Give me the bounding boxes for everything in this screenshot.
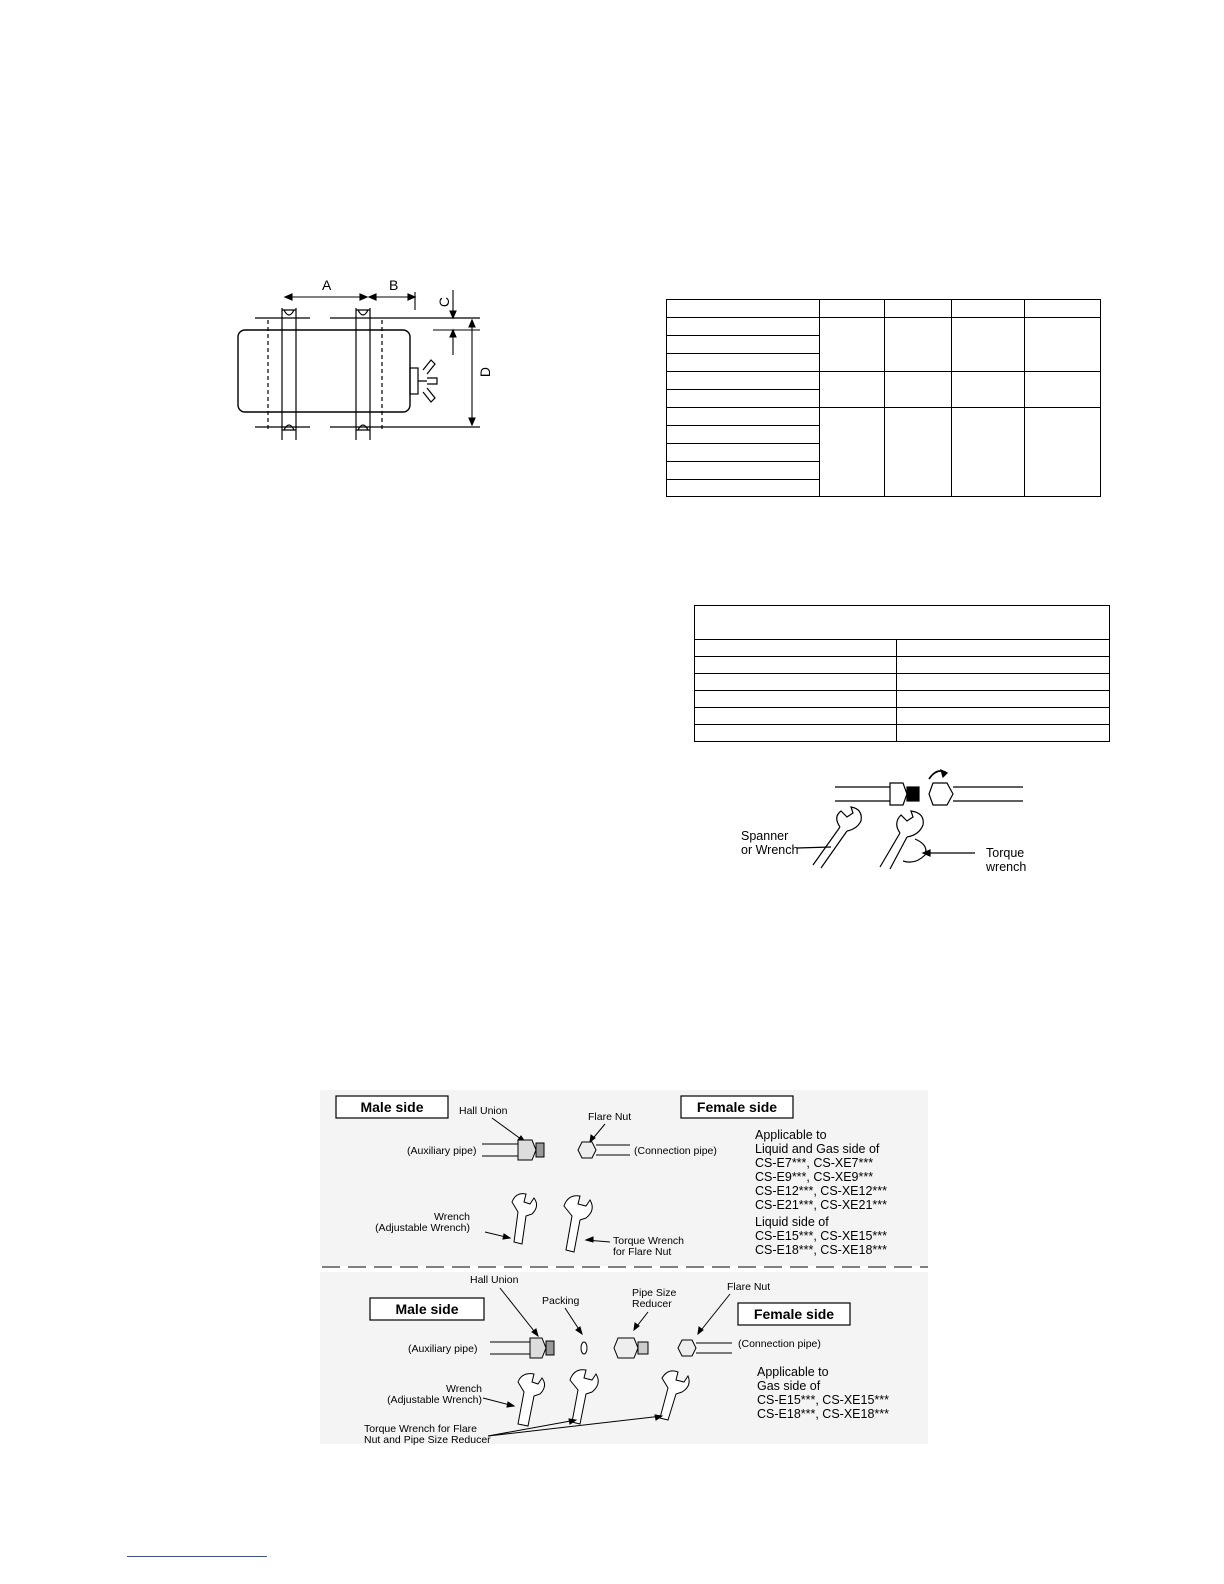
connection-pipe-label-bottom: (Connection pipe) xyxy=(738,1338,821,1350)
table-cell xyxy=(952,372,1025,408)
dimension-d xyxy=(469,320,475,425)
spanner-label-line2: or Wrench xyxy=(741,843,799,857)
applicable-line: CS-E12***, CS-XE12*** xyxy=(755,1184,888,1198)
packing-ring xyxy=(581,1342,587,1354)
table-cell xyxy=(667,462,820,480)
table-cell xyxy=(885,318,952,372)
table-cell xyxy=(952,300,1025,318)
auxiliary-pipe-label-top: (Auxiliary pipe) xyxy=(407,1145,477,1157)
applicable-line: Liquid side of xyxy=(755,1215,829,1229)
table-cell xyxy=(667,426,820,444)
applicable-line: CS-E7***, CS-XE7*** xyxy=(755,1156,874,1170)
table-cell xyxy=(667,444,820,462)
female-side-label-top: Female side xyxy=(696,1099,778,1115)
connection-pipe-label-top: (Connection pipe) xyxy=(634,1145,717,1157)
table-cell xyxy=(667,480,820,497)
torque-wrench-label-top-2: for Flare Nut xyxy=(613,1246,672,1258)
torque-wrench-label-bottom-2: Nut and Pipe Size Reducer xyxy=(364,1434,491,1446)
wrench-label-bottom-1: Wrench xyxy=(446,1383,482,1395)
dimension-b xyxy=(369,292,415,310)
table-cell xyxy=(695,657,897,674)
auxiliary-pipe-label-bottom: (Auxiliary pipe) xyxy=(408,1343,478,1355)
applicable-line: Gas side of xyxy=(757,1379,821,1393)
applicable-line: Applicable to xyxy=(757,1365,829,1379)
applicable-line: CS-E9***, CS-XE9*** xyxy=(755,1170,874,1184)
wrench-label-top-2: (Adjustable Wrench) xyxy=(375,1222,470,1234)
table-cell xyxy=(695,725,897,742)
table-cell xyxy=(896,640,1110,657)
dimension-c-label: C xyxy=(436,296,452,308)
applicable-models-top xyxy=(755,1128,887,1257)
applicable-line: Liquid and Gas side of xyxy=(755,1142,880,1156)
torque-wrench-label-bottom-1: Torque Wrench for Flare xyxy=(364,1423,478,1435)
flare-nut-label-top: Flare Nut xyxy=(588,1111,632,1123)
table-cell xyxy=(695,640,897,657)
female-side-label-bottom: Female side xyxy=(753,1306,835,1322)
torque-table xyxy=(694,605,1110,742)
table-cell xyxy=(819,408,885,497)
wrench-label-bottom-2: (Adjustable Wrench) xyxy=(387,1394,482,1406)
packing-label-bottom: Packing xyxy=(542,1295,580,1307)
hall-union-bottom xyxy=(530,1338,546,1358)
table-cell xyxy=(896,725,1110,742)
table-cell xyxy=(819,318,885,372)
table-cell xyxy=(695,691,897,708)
applicable-line: CS-E18***, CS-XE18*** xyxy=(755,1243,888,1257)
table-cell xyxy=(896,708,1110,725)
flare-nut xyxy=(929,783,953,805)
reducer-label-bottom-2: Reducer xyxy=(632,1298,672,1310)
applicable-line: CS-E21***, CS-XE21*** xyxy=(755,1198,888,1212)
table-cell xyxy=(896,674,1110,691)
table-cell xyxy=(667,336,820,354)
flare-nut-top xyxy=(578,1142,596,1158)
table-cell xyxy=(1024,318,1100,372)
wrench-label-top-1: Wrench xyxy=(434,1211,470,1223)
table-cell xyxy=(667,408,820,426)
table-cell xyxy=(1024,372,1100,408)
mounting-dimension-diagram xyxy=(235,270,505,450)
applicable-line: Applicable to xyxy=(755,1128,827,1142)
mounting-feet xyxy=(255,308,480,440)
unit-body xyxy=(238,330,410,412)
hall-union-top xyxy=(518,1140,536,1160)
table-cell xyxy=(667,372,820,390)
applicable-line: CS-E18***, CS-XE18*** xyxy=(757,1407,890,1421)
table-cell xyxy=(819,300,885,318)
table-cell xyxy=(885,408,952,497)
table-cell xyxy=(885,300,952,318)
table-cell xyxy=(896,691,1110,708)
torque-label-line1: Torque xyxy=(986,846,1025,860)
male-side-label-bottom: Male side xyxy=(395,1301,459,1317)
dimension-a xyxy=(285,294,367,300)
reducer-label-bottom-1: Pipe Size xyxy=(632,1287,677,1299)
table-cell xyxy=(695,708,897,725)
male-side-label-top: Male side xyxy=(360,1099,424,1115)
torque-label-line2: wrench xyxy=(986,860,1027,874)
hall-union-label-bottom: Hall Union xyxy=(470,1274,519,1286)
union-fitting xyxy=(890,783,907,805)
table-cell xyxy=(819,372,885,408)
spanner-label-line1: Spanner xyxy=(741,829,789,843)
table-cell xyxy=(1024,408,1100,497)
dimension-a-label: A xyxy=(322,277,332,293)
table-cell xyxy=(695,674,897,691)
union-connection-diagram xyxy=(320,1090,930,1446)
torque-wrench-icon xyxy=(880,811,926,869)
torque-wrench-label-top-1: Torque Wrench xyxy=(613,1235,685,1247)
applicable-line: CS-E15***, CS-XE15*** xyxy=(757,1393,890,1407)
applicable-line: CS-E15***, CS-XE15*** xyxy=(755,1229,888,1243)
dimension-table xyxy=(666,299,1101,497)
table-cell xyxy=(896,657,1110,674)
table-cell xyxy=(1024,300,1100,318)
table-cell xyxy=(667,390,820,408)
service-valve xyxy=(410,360,437,402)
flare-nut-label-bottom: Flare Nut xyxy=(727,1281,771,1293)
hall-union-label-top: Hall Union xyxy=(459,1105,508,1117)
table-cell xyxy=(667,300,820,318)
pipe-size-reducer xyxy=(614,1338,638,1358)
dimension-b-label: B xyxy=(389,277,399,293)
table-cell xyxy=(952,408,1025,497)
spanner-icon xyxy=(813,807,861,868)
table-cell xyxy=(667,318,820,336)
flare-nut-bottom xyxy=(678,1340,696,1356)
table-header-cell xyxy=(695,606,1110,640)
table-cell xyxy=(667,354,820,372)
table-cell xyxy=(885,372,952,408)
dimension-d-label: D xyxy=(477,366,493,378)
table-cell xyxy=(952,318,1025,372)
footer-link-underline[interactable] xyxy=(127,1556,267,1557)
tightening-illustration xyxy=(735,765,1035,875)
